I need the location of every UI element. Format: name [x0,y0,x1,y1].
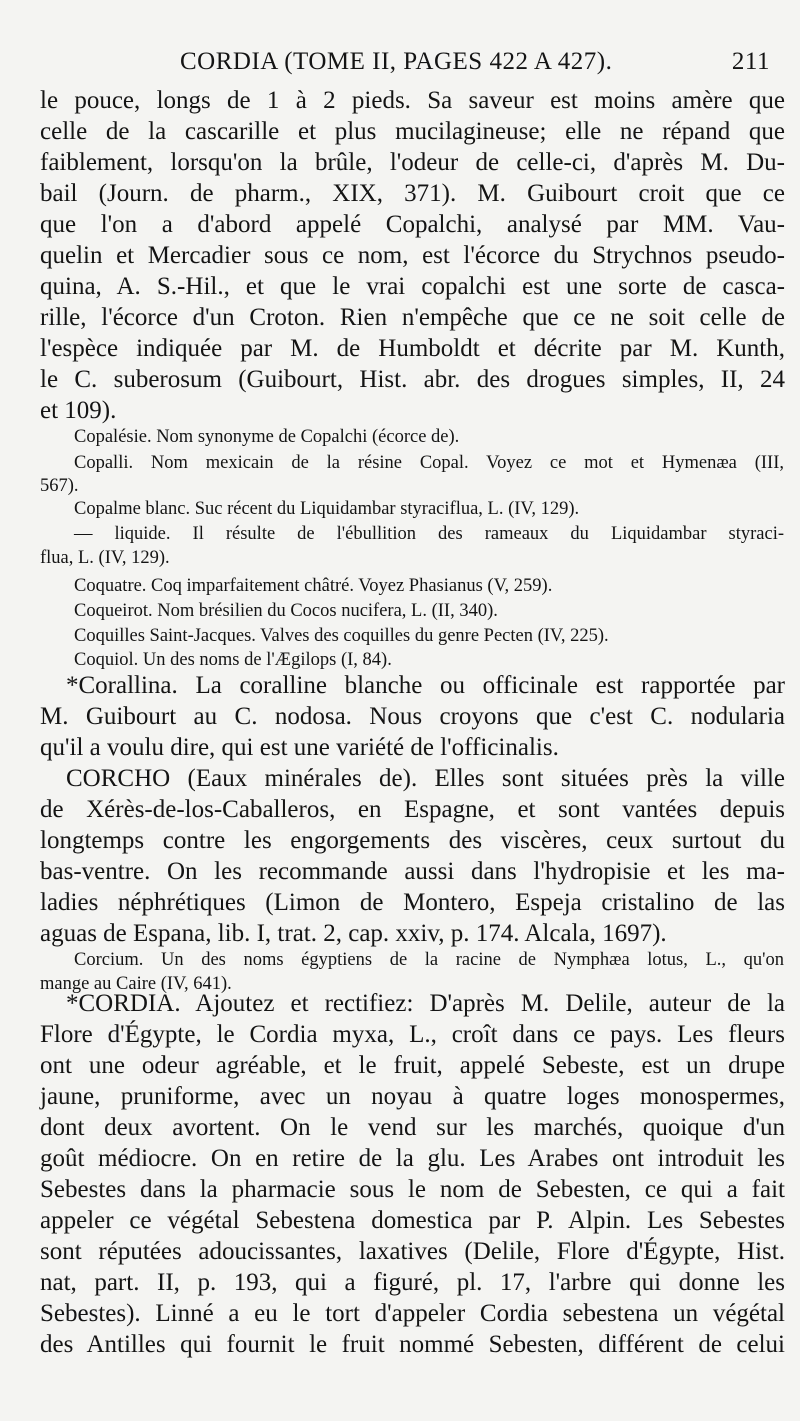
dictionary-entry: 567). [40,476,79,496]
text-line: des Antilles qui fournit le fruit nommé Sebesten, différent de celui [40,1331,785,1358]
dictionary-entry: — liquide. Il résulte de l'ébullition des rameaux du Liquidambar styraci- [74,524,784,544]
text-line: Sebestes). Linné a eu le tort d'appeler Cordia sebestena un végétal [40,1300,785,1327]
dictionary-entry: flua, L. (IV, 129). [40,548,170,568]
text-line: M. Guibourt au C. nodosa. Nous croyons que c'est C. nodularia [40,703,785,730]
text-line: le pouce, longs de 1 à 2 pieds. Sa saveur est moins amère que [40,87,785,114]
dictionary-entry: Corcium. Un des noms égyptiens de la racine de Nymphæa lotus, L., qu'on [74,950,784,970]
dictionary-entry: Copalli. Nom mexicain de la résine Copal. Voyez ce mot et Hymenæa (III, [74,453,784,473]
text-line: bas-ventre. On les recommande aussi dans l'hydropisie et les ma- [40,858,785,885]
text-line: quina, A. S.-Hil., et que le vrai copalchi est une sorte de casca- [40,273,785,300]
text-line: Sebestes dans la pharmacie sous le nom de Sebesten, ce qui a fait [40,1176,785,1203]
text-line: qu'il a voulu dire, qui est une variété de l'officinalis. [40,734,559,761]
text-line: Flore d'Égypte, le Cordia myxa, L., croît dans ce pays. Les fleurs [40,1021,785,1048]
text-line: jaune, pruniforme, avec un noyau à quatre loges monospermes, [40,1083,785,1110]
text-line: de Xérès-de-los-Caballeros, en Espagne, et sont vantées depuis [40,796,785,823]
text-line: l'espèce indiquée par M. de Humboldt et décrite par M. Kunth, [40,335,785,362]
text-line: appeler ce végétal Sebestena domestica par P. Alpin. Les Sebestes [40,1207,785,1234]
text-line: dont deux avortent. On le vend sur les marchés, quoique d'un [40,1114,785,1141]
dictionary-entry: Copalme blanc. Suc récent du Liquidambar styraciflua, L. (IV, 129). [74,499,580,519]
text-line: celle de la cascarille et plus mucilagineuse; elle ne répand que [40,118,785,145]
text-line: CORCHO (Eaux minérales de). Elles sont situées près la ville [66,765,785,792]
text-line: nat, part. II, p. 193, qui a figuré, pl. 17, l'arbre qui donne les [40,1269,785,1296]
dictionary-entry: Coquilles Saint-Jacques. Valves des coquilles du genre Pecten (IV, 225). [74,626,609,646]
text-line: rille, l'écorce d'un Croton. Rien n'empêche que ce ne soit celle de [40,304,785,331]
text-line: ont une odeur agréable, et le fruit, appelé Sebeste, est un drupe [40,1052,785,1079]
text-line: quelin et Mercadier sous ce nom, est l'écorce du Strychnos pseudo- [40,242,785,269]
dictionary-entry: mange au Caire (IV, 641). [40,974,232,994]
text-line: longtemps contre les engorgements des viscères, ceux surtout du [40,827,785,854]
dictionary-entry: Copalésie. Nom synonyme de Copalchi (écorce de). [74,427,460,447]
text-line: *CORDIA. Ajoutez et rectifiez: D'après M. Delile, auteur de la [66,990,785,1017]
text-line: et 109). [40,397,117,424]
text-line: ladies néphrétiques (Limon de Montero, Espeja cristalino de las [40,889,785,916]
text-line: le C. suberosum (Guibourt, Hist. abr. des drogues simples, II, 24 [40,366,785,393]
text-line: aguas de Espana, lib. I, trat. 2, cap. xxiv, p. 174. Alcala, 1697). [40,920,667,947]
text-line: faiblement, lorsqu'on la brûle, l'odeur de celle-ci, d'après M. Du- [40,149,785,176]
running-title: CORDIA (TOME II, PAGES 422 A 427). [180,48,613,75]
text-line: sont réputées adoucissantes, laxatives (Delile, Flore d'Égypte, Hist. [40,1238,785,1265]
dictionary-entry: Coquiol. Un des noms de l'Ægilops (I, 84). [74,650,392,670]
running-header [180,48,770,76]
dictionary-entry: Coquatre. Coq imparfaitement châtré. Voyez Phasianus (V, 259). [74,576,553,596]
page-number: 211 [731,48,770,75]
text-line: *Corallina. La coralline blanche ou officinale est rapportée par [66,672,785,699]
text-line: bail (Journ. de pharm., XIX, 371). M. Guibourt croit que ce [40,180,785,207]
dictionary-entry: Coqueirot. Nom brésilien du Cocos nucifera, L. (II, 340). [74,601,498,621]
text-line: goût médiocre. On en retire de la glu. Les Arabes ont introduit les [40,1145,785,1172]
text-line: que l'on a d'abord appelé Copalchi, analysé par MM. Vau- [40,211,785,238]
